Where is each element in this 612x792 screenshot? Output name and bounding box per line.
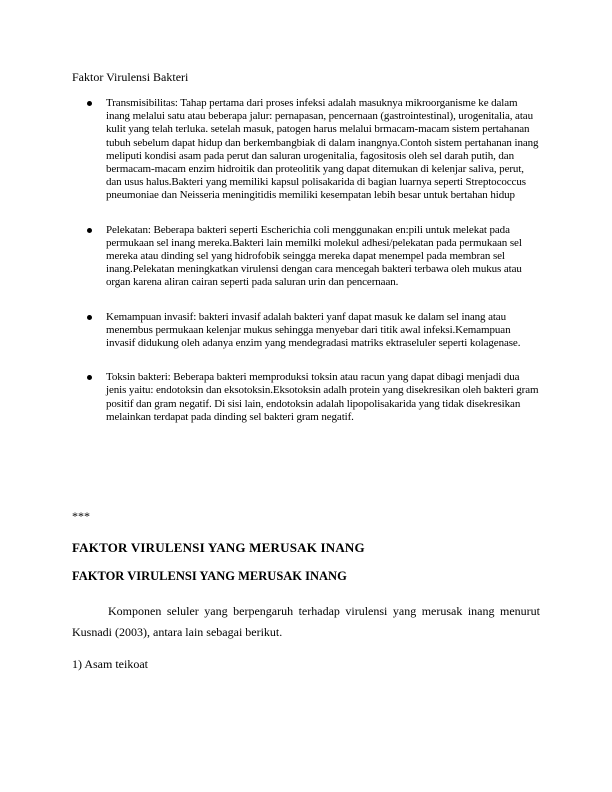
bullet-dot-icon — [87, 101, 92, 106]
bullet-item-transmisibilitas — [72, 97, 540, 203]
bullet-dot-icon — [87, 375, 92, 380]
bullet-list — [72, 97, 540, 445]
bullet-item-toksin-bakteri — [72, 371, 540, 424]
numbered-item: 1) Asam teikoat — [72, 657, 148, 671]
section-subheading: FAKTOR VIRULENSI YANG MERUSAK INANG — [72, 569, 347, 583]
bullet-item-pelekatan — [72, 224, 540, 290]
intro-paragraph: Komponen seluler yang berpengaruh terhadap virulensi yang merusak inang menurut Kusnadi (2003), antara lain sebagai berikut. — [72, 604, 540, 639]
bullet-item-kemampuan-invasif — [72, 311, 540, 351]
bullet-text: Pelekatan: Beberapa bakteri seperti Escherichia coli menggunakan en:pili untuk melekat pada permukaan sel inang mereka.Bakteri lain memilki molekul adhesi/pelekatan pada permukaan sel mereka atau dinding sel yang hidrofobik seingga mereka dapat menempel pada membran sel inang.Pelekatan meningkatkan virulensi dengan cara mencegah bakteri terbawa oleh mukus atau organ karena aliran cairan seperti pada saluran urin dan pencernaan. — [106, 223, 522, 289]
bullet-text: Toksin bakteri: Beberapa bakteri memproduksi toksin atau racun yang dapat dibagi menjadi dua jenis yaitu: endotoksin dan eksotoksin.Eksotoksin adalh protein yang disekresikan oleh bakteri gram positif dan gram negatif. Di sisi lain, endotoksin adalah lipopolisakarida yang tidak disekresikan melainkan terdapat pada dinding sel bakteri gram negatif. — [106, 371, 539, 423]
section-heading: FAKTOR VIRULENSI YANG MERUSAK INANG — [72, 540, 365, 555]
bullet-text: Kemampuan invasif: bakteri invasif adalah bakteri yanf dapat masuk ke dalam sel inang atau menembus permukaan kelenjar mukus sehingga menyebar dari titik awal infeksi.Kemampuan invasif didukung oleh adanya enzim yang mendegradasi matriks ektraseluler seperti kolagenase. — [106, 310, 521, 350]
bullet-dot-icon — [87, 315, 92, 320]
bullet-text: Transmisibilitas: Tahap pertama dari proses infeksi adalah masuknya mikroorganisme ke dalam inang melalui satu atau beberapa jalur: pernapasan, pencernaan (gastrointestinal), urogenitalia, atau kulit yang telah terluka. setelah masuk, patogen harus melalui brmacam-macam sistem pertahanan tubuh sebelum dapat hidup dan berkembangbiak di dalam inangnya.Contoh sistem pertahanan inang meliputi kondisi asam pada perut dan saluran urogenitalia, fagositosis oleh sel darah putih, dan bermacam-macam enzim hidroitik dan proteolitik yang dapat ditemukan di kelenjar saliva, perut, dan usus halus.Bakteri yang memiliki kapsul polisakarida di bagian luarnya seperti Streptococcus pneumoniae dan Neisseria meningitidis memiliki kesempatan lebih besar untuk bertahan hidup — [106, 97, 539, 202]
document-title: Faktor Virulensi Bakteri — [72, 70, 189, 84]
bullet-dot-icon — [87, 228, 92, 233]
section-separator: *** — [72, 509, 90, 523]
